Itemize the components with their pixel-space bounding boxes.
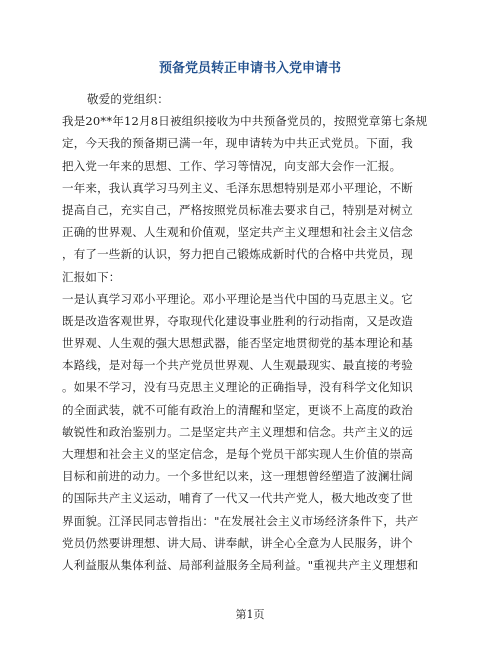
body-line: 一是认真学习邓小平理论。邓小平理论是当代中国的马克思主义。它 (62, 291, 413, 306)
body-line: 敏锐性和政治鉴别力。二是坚定共产主义理想和信念。共产主义的远 (62, 424, 413, 439)
body-line: 目标和前进的动力。一个多世纪以来，这一理想曾经塑造了波澜壮阔 (62, 469, 413, 484)
body-line: 把入党一年来的思想、工作、学习等情况，向支部大会作一汇报。 (62, 158, 402, 173)
body-line: 定，今天我的预备期已满一年，现申请转为中共正式党员。下面，我 (62, 136, 413, 151)
body-line: 世界观、人生观的强大思想武器，能否坚定地贯彻党的基本理论和基 (62, 336, 413, 351)
body-line: ，有了一些新的认识，努力把自己锻炼成新时代的合格中共党员，现 (62, 247, 413, 262)
body-line: 我是20**年12月8日被组织接收为中共预备党员的，按照党章第七条规 (62, 114, 428, 129)
body-line: 人利益服从集体利益、局部利益服务全局利益。"重视共产主义理想和 (62, 557, 419, 572)
body-line: 一年来，我认真学习马列主义、毛泽东思想特别是邓小平理论，不断 (62, 180, 413, 195)
body-line: 。如果不学习，没有马克思主义理论的正确指导，没有科学文化知识 (62, 380, 413, 395)
body-line: 提高自己，充实自己，严格按照党员标准去要求自己，特别是对树立 (62, 202, 413, 217)
body-line: 正确的世界观、人生观和价值观，坚定共产主义理想和社会主义信念 (62, 225, 413, 240)
body-line: 党员仍然要讲理想、讲大局、讲奉献，讲全心全意为人民服务，讲个 (62, 535, 413, 550)
document-body (62, 88, 442, 576)
body-line: 界面貌。江泽民同志曾指出："在发展社会主义市场经济条件下，共产 (62, 513, 419, 528)
body-line: 汇报如下： (62, 269, 121, 284)
body-line: 大理想和社会主义的坚定信念，是每个党员干部实现人生价值的崇高 (62, 447, 413, 461)
body-line: 本路线，是对每一个共产党员世界观、人生观最现实、最直接的考验 (62, 358, 413, 373)
body-line: 的国际共产主义运动，哺育了一代又一代共产党人，极大地改变了世 (62, 491, 413, 506)
document-title: 预备党员转正申请书入党申请书 (158, 61, 341, 76)
body-line: 的全面武装，就不可能有政治上的清醒和坚定，更谈不上高度的政治 (62, 402, 413, 417)
salutation: 敬爱的党组织： (87, 92, 169, 106)
page-number: 第1页 (235, 608, 265, 621)
body-line: 既是改造客观世界，夺取现代化建设事业胜利的行动指南，又是改造 (62, 313, 413, 328)
